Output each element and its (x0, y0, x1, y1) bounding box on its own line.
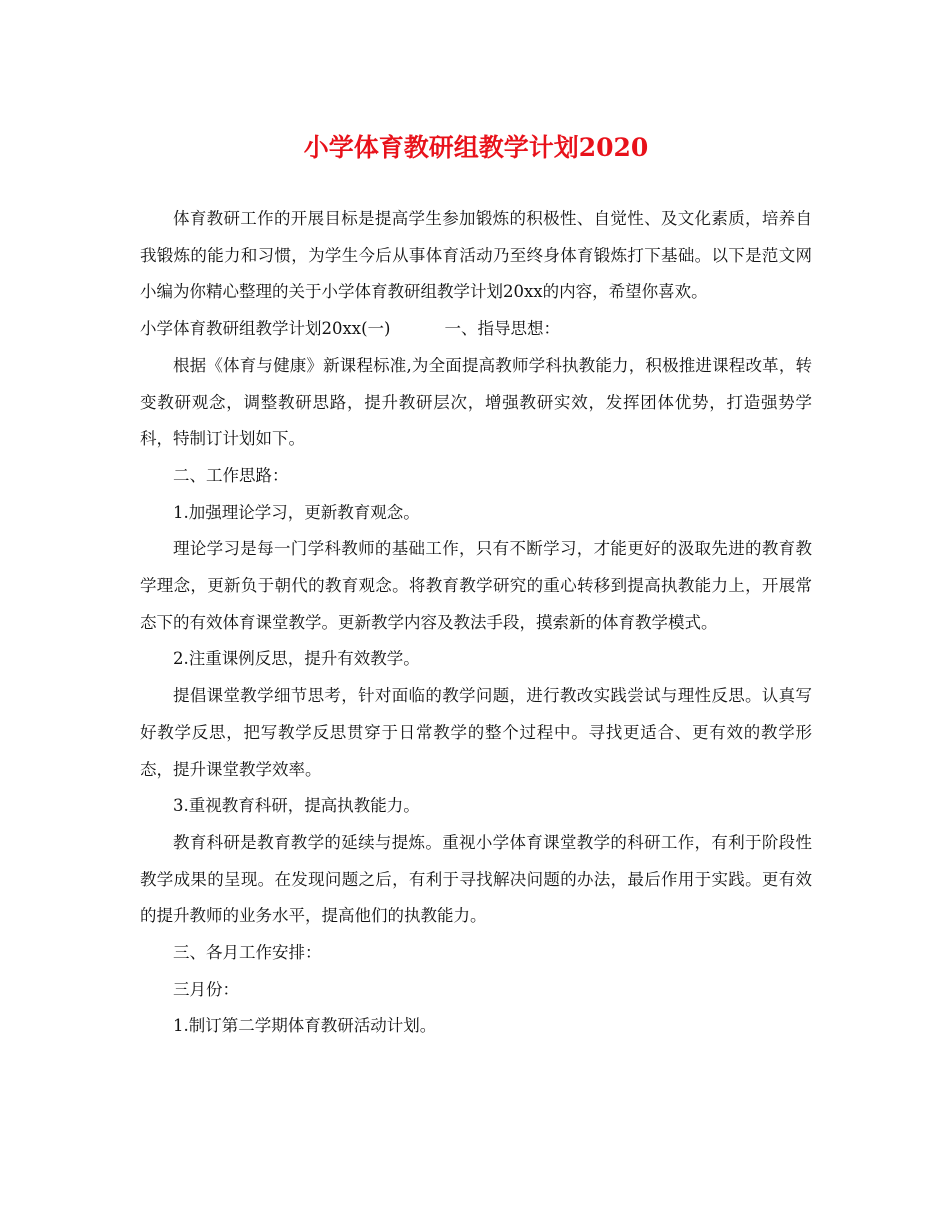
item3-body: 教育科研是教育教学的延续与提炼。重视小学体育课堂教学的科研工作，有利于阶段性教学成果的呈现。在发现问题之后，有利于寻找解决问题的办法，最后作用于实践。更有效的提升教师的业务水平，提高他们的执教能力。 (140, 832, 812, 926)
document-title: 小学体育教研组教学计划2020 (303, 133, 649, 162)
item1-heading: 1.加强理论学习，更新教育观念。 (173, 502, 420, 522)
item1-body: 理论学习是每一门学科教师的基础工作，只有不断学习，才能更好的汲取先进的教育教学理念，更新负于朝代的教育观念。将教育教学研究的重心转移到提高执教能力上，开展常态下的有效体育课堂教学。更新教学内容及教法手段，摸索新的体育教学模式。 (140, 539, 812, 632)
document-page (140, 128, 812, 1045)
section1-heading: 一、指导思想： (444, 319, 560, 339)
part1-heading-line (140, 311, 812, 348)
march-item1: 1.制订第二学期体育教研活动计划。 (173, 1016, 437, 1036)
section3-heading: 三、各月工作安排： (173, 943, 322, 963)
item2-heading: 2.注重课例反思，提升有效教学。 (173, 649, 420, 669)
intro-paragraph: 体育教研工作的开展目标是提高学生参加锻炼的积极性、自觉性、及文化素质，培养自我锻炼的能力和习惯，为学生今后从事体育活动乃至终身体育锻炼打下基础。以下是范文网小编为你精心整理的关于小学体育教研组教学计划20xx的内容，希望你喜欢。 (140, 209, 812, 302)
part1-heading: 小学体育教研组教学计划20xx(一) (140, 319, 391, 339)
section1-body: 根据《体育与健康》新课程标准,为全面提高教师学科执教能力，积极推进课程改革，转变教研观念，调整教研思路，提升教研层次，增强教研实效，发挥团体优势，打造强势学科，特制订计划如下。 (140, 355, 812, 449)
section2-heading: 二、工作思路： (173, 465, 289, 485)
item2-body: 提倡课堂教学细节思考，针对面临的教学问题，进行教改实践尝试与理性反思。认真写好教学反思，把写教学反思贯穿于日常教学的整个过程中。寻找更适合、更有效的教学形态，提升课堂教学效率。 (140, 686, 812, 779)
month-march-heading: 三月份： (173, 979, 239, 999)
item3-heading: 3.重视教育科研，提高执教能力。 (173, 796, 420, 816)
